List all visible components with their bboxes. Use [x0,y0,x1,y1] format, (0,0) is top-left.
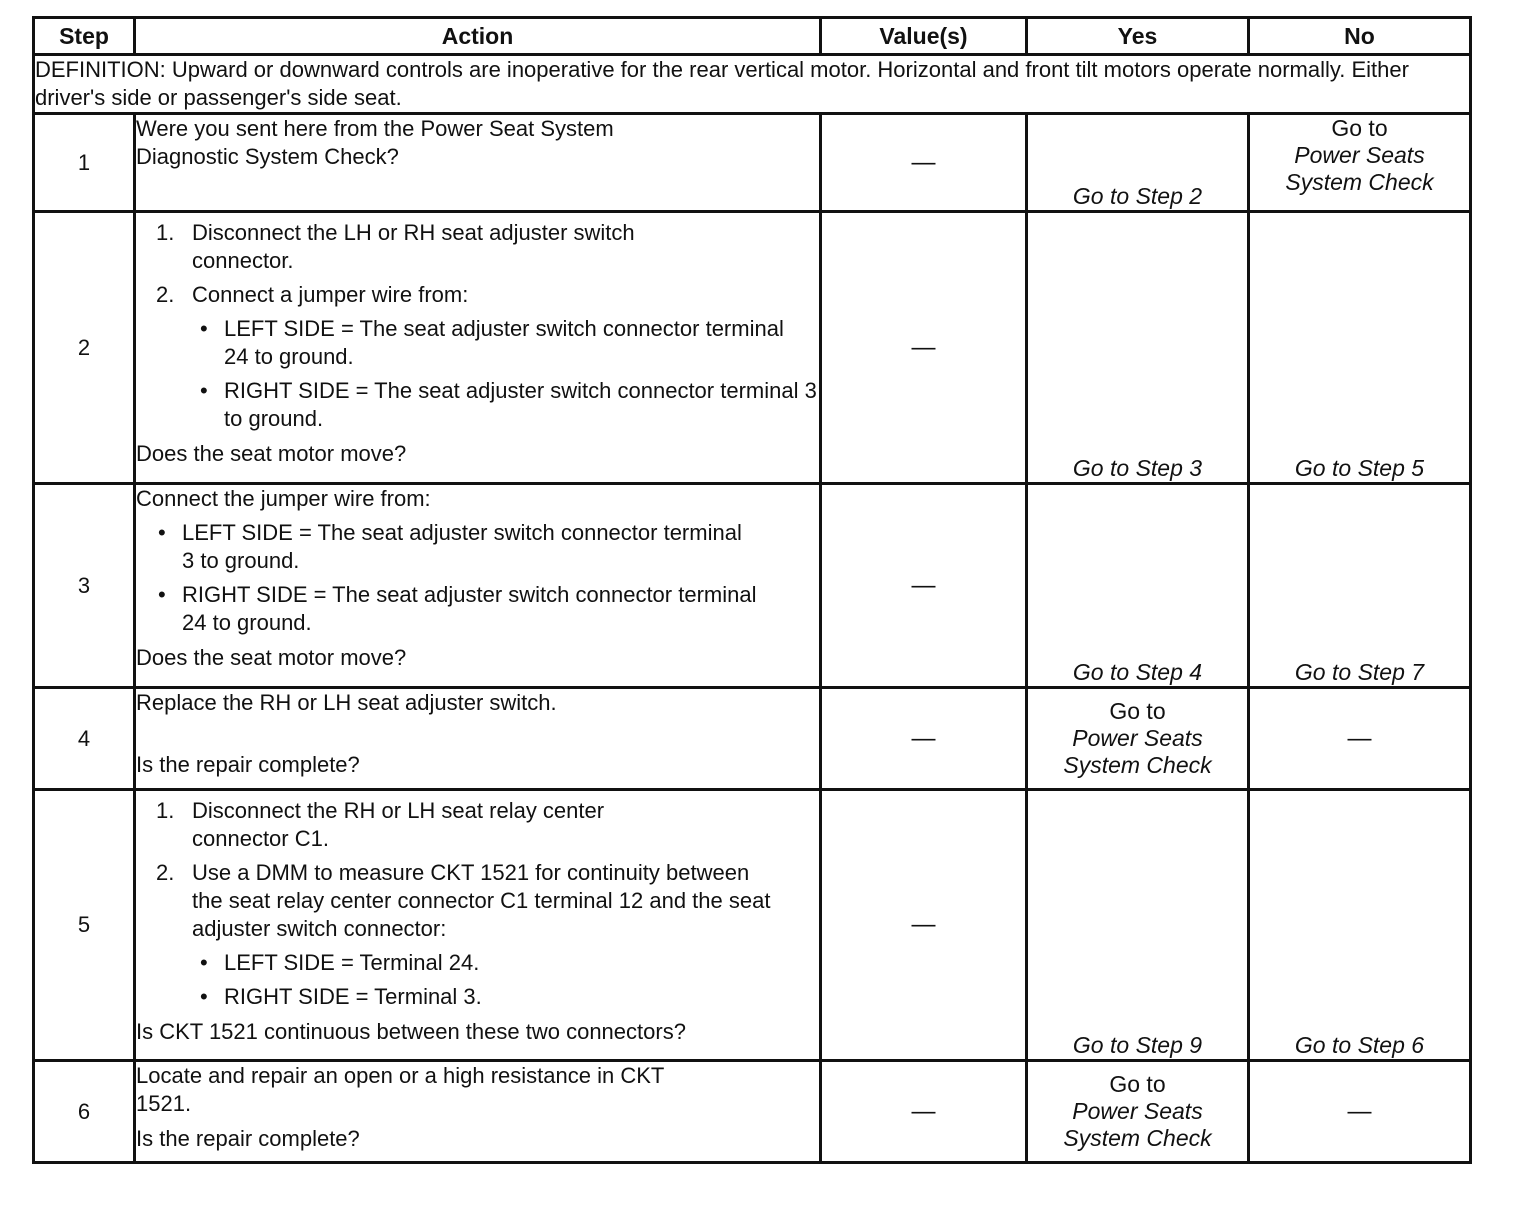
value-cell: — [821,114,1027,212]
table-row [34,688,1471,790]
no-cell [1249,114,1471,212]
yes-cell [1027,212,1249,484]
no-goto: Go to Step 6 [1294,1032,1425,1058]
value-cell: — [821,1061,1027,1163]
numbered-item [156,859,819,943]
numbered-item [156,281,819,309]
yes-goto: Go to Step 3 [1072,455,1203,481]
no-cell [1249,484,1471,688]
no-cell [1249,790,1471,1061]
table-row [34,1061,1471,1163]
item-number: 1. [156,798,175,823]
bullet-icon: • [200,316,208,341]
diagnostic-table [32,16,1472,1164]
yes-goto-line1: Go to [1109,698,1166,724]
step-number: 2 [34,212,135,484]
header-action: Action [135,18,821,55]
action-text: Were you sent here from the Power Seat System Diagnostic System Check? [136,116,614,169]
yes-cell [1027,114,1249,212]
item-text: Connect a jumper wire from: [192,282,469,307]
question-text: Is CKT 1521 continuous between these two connectors? [136,1019,686,1044]
action-cell [135,212,821,484]
question-text: Is the repair complete? [136,752,360,777]
bullet-item [200,377,819,433]
bullet-icon: • [200,984,208,1009]
header-row [34,18,1471,55]
yes-cell [1027,790,1249,1061]
bullet-icon: • [158,520,166,545]
item-number: 2. [156,860,175,885]
step-number: 5 [34,790,135,1061]
header-step: Step [34,18,135,55]
question-text: Does the seat motor move? [136,441,407,466]
bullet-item [200,949,819,977]
action-cell [135,790,821,1061]
yes-goto: Go to Step 2 [1072,183,1203,209]
table-row [34,484,1471,688]
item-number: 2. [156,282,175,307]
value-cell: — [821,212,1027,484]
step-number: 6 [34,1061,135,1163]
definition-row [34,55,1471,114]
numbered-item [156,797,819,853]
bullet-icon: • [200,950,208,975]
yes-goto-line3: System Check [1063,752,1212,778]
question-text: Does the seat motor move? [136,645,407,670]
yes-goto-line2: Power Seats [1072,725,1203,751]
header-yes: Yes [1027,18,1249,55]
yes-goto-line2: Power Seats [1072,1098,1203,1124]
item-text: Disconnect the RH or LH seat relay center connector C1. [192,798,605,851]
step-number: 3 [34,484,135,688]
yes-goto-line1: Go to [1109,1071,1166,1097]
bullet-text: LEFT SIDE = The seat adjuster switch connector terminal 3 to ground. [182,520,742,573]
bullet-icon: • [158,582,166,607]
yes-goto-line3: System Check [1063,1125,1212,1151]
table-row [34,114,1471,212]
no-goto-line2: Power Seats [1294,142,1425,168]
action-text: Locate and repair an open or a high resistance in CKT 1521. [136,1063,664,1116]
definition-text: DEFINITION: Upward or downward controls are inoperative for the rear vertical motor. Horizontal and front tilt motors operate normally. Either driver's side or passenger's side seat. [34,55,1471,114]
step-number: 1 [34,114,135,212]
step-number: 4 [34,688,135,790]
no-cell [1249,212,1471,484]
header-no: No [1249,18,1471,55]
yes-cell [1027,484,1249,688]
no-goto: Go to Step 7 [1294,659,1425,685]
bullet-item [200,983,819,1011]
no-cell: — [1249,688,1471,790]
header-values: Value(s) [821,18,1027,55]
value-cell: — [821,688,1027,790]
yes-goto: Go to Step 4 [1072,659,1203,685]
action-cell [135,484,821,688]
value-cell: — [821,790,1027,1061]
bullet-text: LEFT SIDE = The seat adjuster switch connector terminal 24 to ground. [224,316,784,369]
question-text: Is the repair complete? [136,1126,360,1151]
action-cell [135,114,821,212]
bullet-text: RIGHT SIDE = The seat adjuster switch connector terminal 24 to ground. [182,582,757,635]
bullet-text: RIGHT SIDE = The seat adjuster switch connector terminal 3 to ground. [224,378,817,431]
bullet-item [158,581,819,637]
item-text: Disconnect the LH or RH seat adjuster switch connector. [192,220,635,273]
action-cell [135,688,821,790]
bullet-icon: • [200,378,208,403]
item-number: 1. [156,220,175,245]
spacer [136,717,819,751]
intro-text: Connect the jumper wire from: [136,486,431,511]
numbered-item [156,219,819,275]
no-goto: Go to Step 5 [1294,455,1425,481]
bullet-text: RIGHT SIDE = Terminal 3. [224,984,482,1009]
action-text: Replace the RH or LH seat adjuster switch. [136,690,557,715]
no-goto-line1: Go to [1331,115,1388,141]
table-row [34,790,1471,1061]
item-text: Use a DMM to measure CKT 1521 for continuity between the seat relay center connector C1 terminal 12 and the seat adjuster switch connector: [192,860,771,941]
no-cell: — [1249,1061,1471,1163]
yes-cell [1027,688,1249,790]
no-goto-line3: System Check [1285,169,1434,195]
yes-goto: Go to Step 9 [1072,1032,1203,1058]
bullet-item [158,519,819,575]
bullet-item [200,315,819,371]
table-row [34,212,1471,484]
yes-cell [1027,1061,1249,1163]
value-cell: — [821,484,1027,688]
action-cell [135,1061,821,1163]
bullet-text: LEFT SIDE = Terminal 24. [224,950,480,975]
